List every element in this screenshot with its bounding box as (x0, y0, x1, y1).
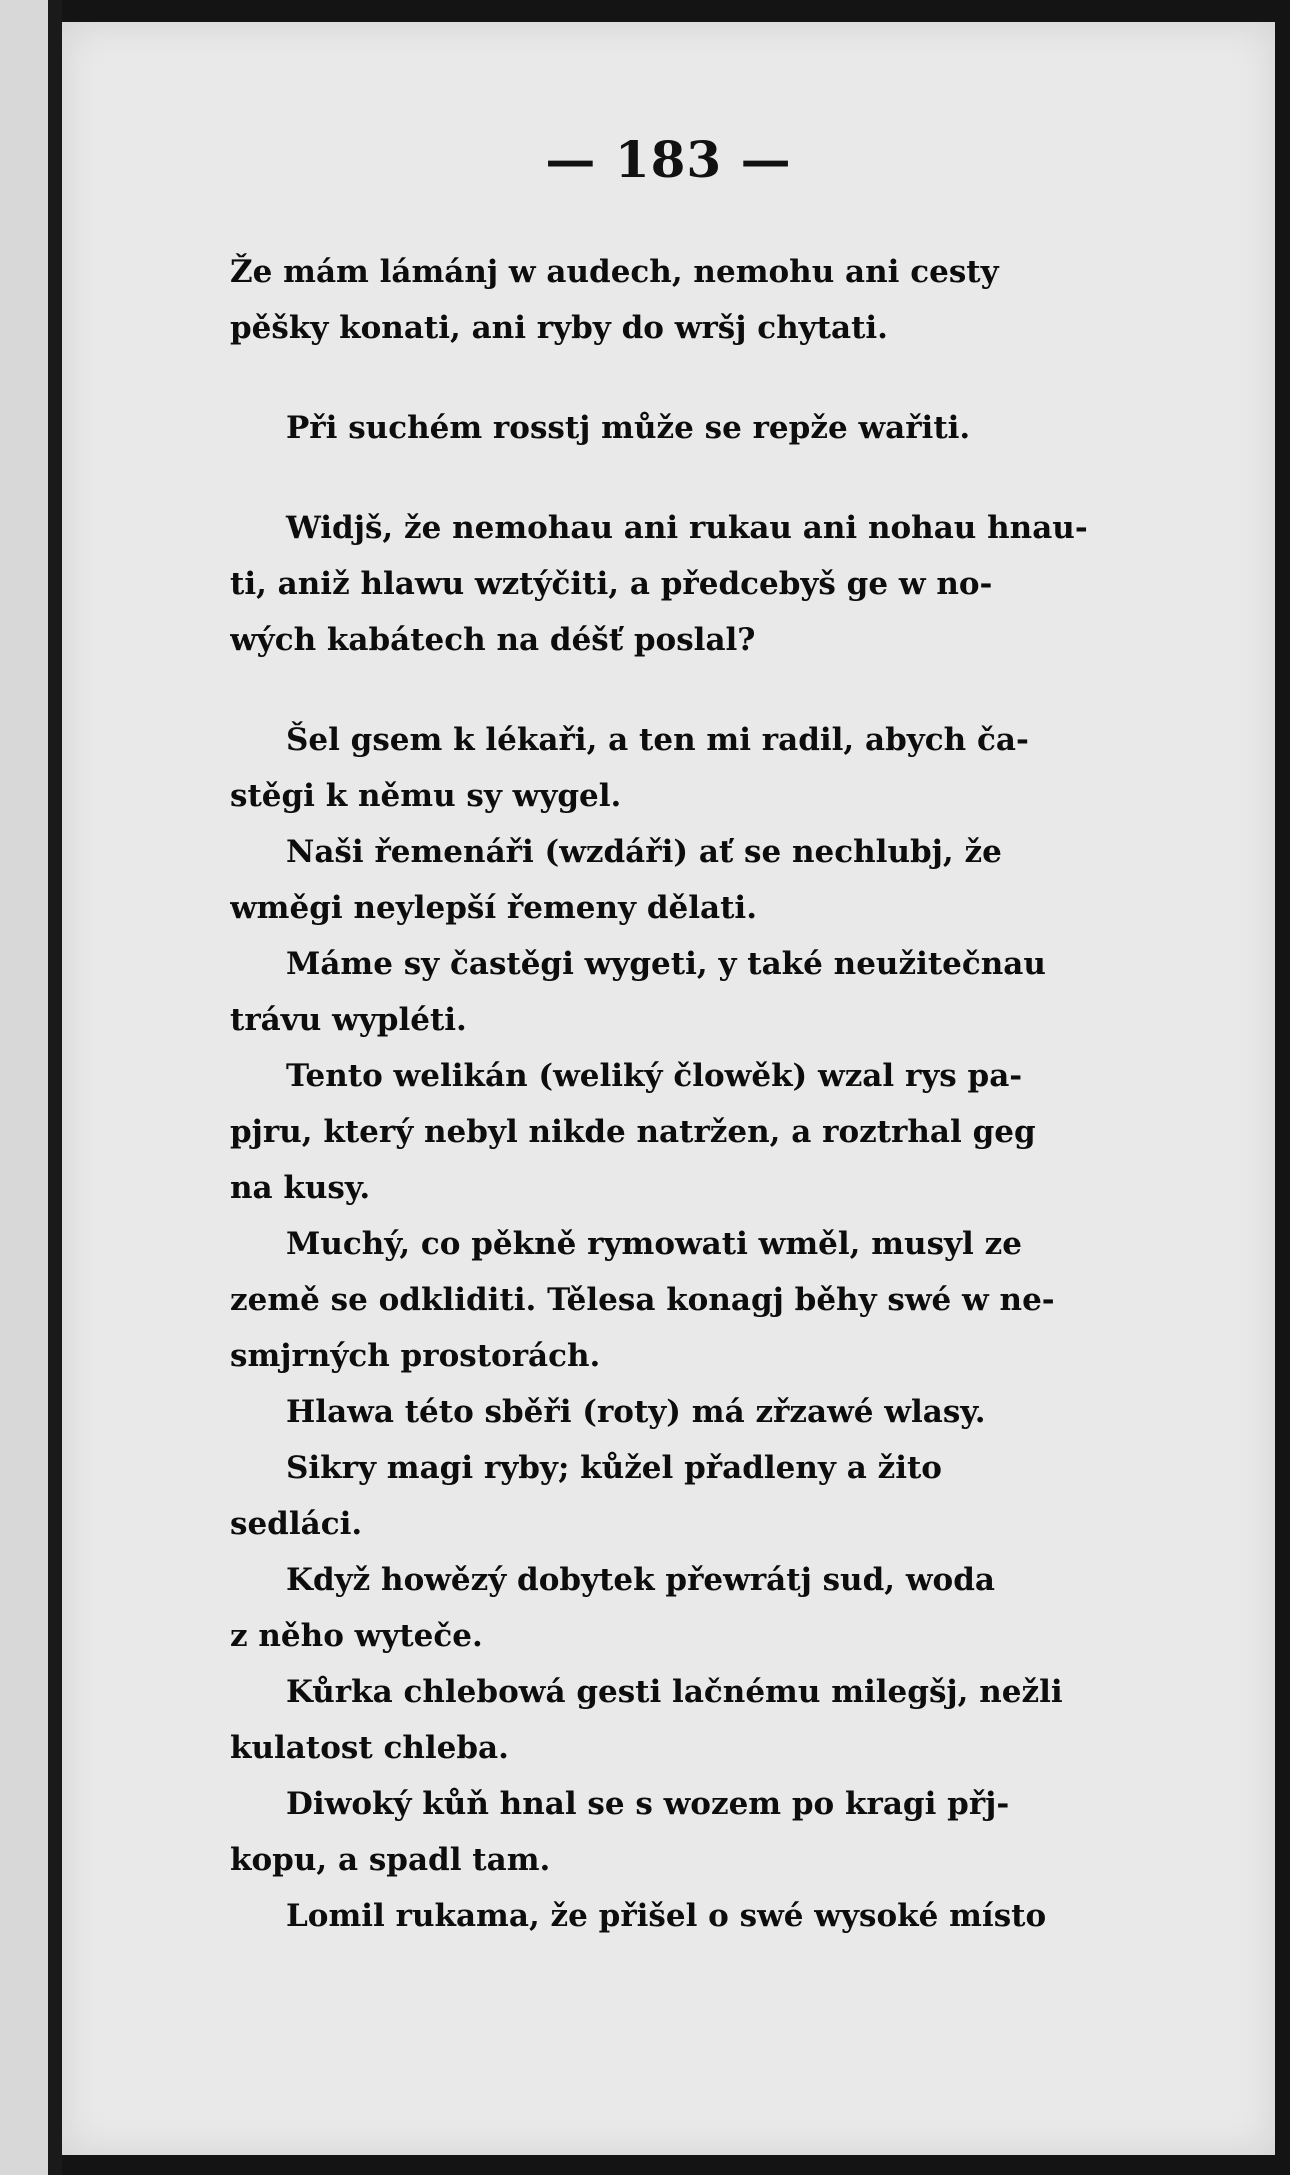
text-line: trávu wypléti. (230, 1002, 467, 1038)
text-line: Kůrka chlebowá gesti lačnému milegšj, nežli (286, 1674, 1063, 1710)
text-line: na kusy. (230, 1170, 371, 1206)
text-line: Naši řemenáři (wzdáři) ať se nechlubj, že (286, 834, 1002, 870)
book-page (62, 22, 1275, 2155)
text-line: Hlawa této sběři (roty) má zřzawé wlasy. (286, 1394, 986, 1430)
text-line: Když howězý dobytek přewrátj sud, woda (286, 1562, 995, 1598)
text-line: stěgi k němu sy wygel. (230, 778, 622, 814)
text-line: Diwoký kůň hnal se s wozem po kragi přj- (286, 1786, 1010, 1822)
text-line: Widjš, že nemohau ani rukau ani nohau hnau- (286, 510, 1088, 546)
previous-page-edge (0, 0, 48, 2175)
text-line: Muchý, co pěkně rymowati wměl, musyl ze (286, 1226, 1022, 1262)
text-line: ti, aniž hlawu wztýčiti, a předcebyš ge w no- (230, 566, 993, 602)
text-line: Sikry magi ryby; kůžel přadleny a žito (286, 1450, 942, 1486)
text-line: smjrných prostorách. (230, 1338, 601, 1374)
text-line: Lomil rukama, že přišel o swé wysoké místo (286, 1898, 1047, 1934)
text-line: kulatost chleba. (230, 1730, 509, 1766)
text-line: Máme sy častěgi wygeti, y také neužitečnau (286, 946, 1046, 982)
text-line: kopu, a spadl tam. (230, 1842, 551, 1878)
text-line: Tento welikán (weliký člowěk) wzal rys pa- (286, 1058, 1023, 1094)
book-gutter (48, 0, 62, 2175)
text-line: Že mám lámánj w audech, nemohu ani cesty (230, 254, 999, 290)
text-line: z něho wyteče. (230, 1618, 483, 1654)
text-line: wých kabátech na déšť poslal? (230, 622, 756, 658)
text-line: wměgi neylepší řemeny dělati. (230, 890, 757, 926)
page-number: — 183 — (545, 130, 792, 189)
page-text (230, 244, 1190, 1944)
text-line: Šel gsem k lékaři, a ten mi radil, abych ča- (286, 722, 1029, 758)
text-line: sedláci. (230, 1506, 363, 1542)
text-line: pěšky konati, ani ryby do wršj chytati. (230, 310, 888, 346)
text-line: země se odkliditi. Tělesa konagj běhy swé w ne- (230, 1282, 1055, 1318)
text-line: pjru, který nebyl nikde natržen, a roztrhal geg (230, 1114, 1036, 1150)
text-line: Při suchém rosstj může se repže wařiti. (286, 410, 971, 446)
